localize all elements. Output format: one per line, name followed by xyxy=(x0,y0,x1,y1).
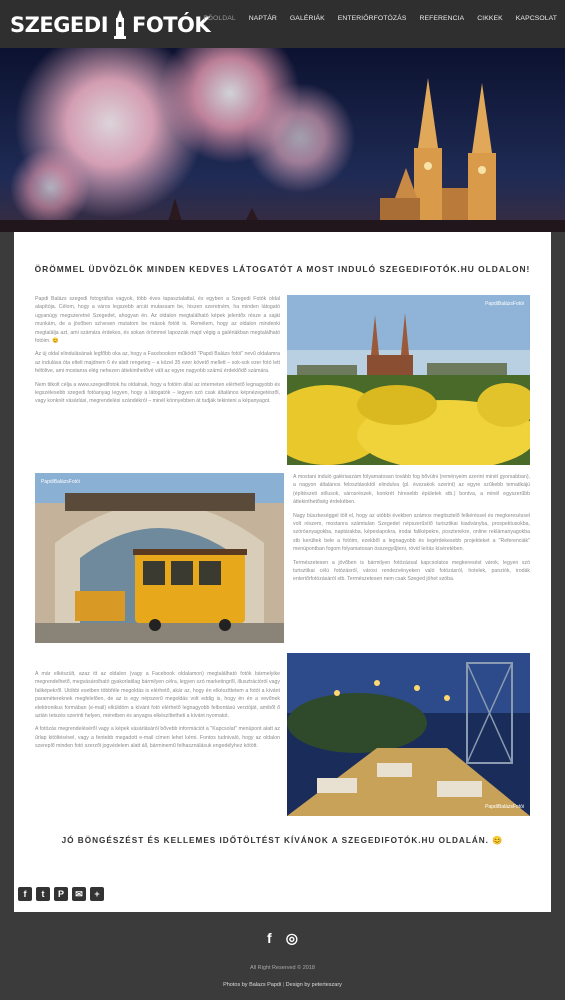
nav-item-interior[interactable]: ENTERIŐRFOTÓZÁS xyxy=(337,14,407,22)
share-more-icon[interactable] xyxy=(90,887,104,901)
nav-item-calendar[interactable]: NAPTÁR xyxy=(248,14,277,22)
paragraph: Nem titkolt célja a www.szegedifotok.hu oldalnak, hogy a fotóim által az interneten elérhető legnagyobb és legszélesebb szegedi fotóanyag legyen, hogy a látogatók – legyen szó csak általános képnézegetésről, vagy konkrét vásárlási, megrendelési szándékról – minél könnyebben át tudják tekinteni a képanyagot. xyxy=(35,381,280,405)
logo-text-part2: FOTÓK xyxy=(132,13,211,37)
main-nav xyxy=(190,0,557,36)
paragraph: Az új oldal elindulásának legfőbb oka az, hogy a Facebookon működő "Papdi Balázs fotói" nevű oldalamra az indulása óta eltelt majdnem 6 év alatt rengeteg – a közel 35 ezer követő mellett – sok-sok ezer fotó lett feltöltve, ami mostanra elég nehezen áttekinthetővé vált az egyre nagyobb számú érdeklődő számára. xyxy=(35,351,280,375)
share-email-icon[interactable] xyxy=(72,887,86,901)
nav-item-galleries[interactable]: GALÉRIÁK xyxy=(289,14,325,22)
nav-item-references[interactable]: REFERENCIA xyxy=(419,14,465,22)
paragraph: A fotózás megrendeléséről vagy a képek vásárlásáról bővebb információt a "Kapcsolat" menüpont alatt az űrlap kitöltésével, vagy a fentebb megadott e-mail címen lehet kérni. Fontos tudnivaló, hogy az oldalon szereplő minden fotó szerzői jogvédelem alatt áll, bárminemű felhasználásuk engedélyhez kötött. xyxy=(35,726,280,750)
content-card xyxy=(14,232,551,912)
facebook-glyph: f xyxy=(23,889,27,899)
tower-icon xyxy=(111,10,129,40)
site-header xyxy=(0,0,565,48)
copyright: All Right Reserved © 2018 xyxy=(250,965,315,971)
more-glyph: + xyxy=(94,889,100,899)
site-logo[interactable] xyxy=(10,9,210,41)
galleries-text xyxy=(293,473,530,589)
watermark: PapdiBalázsFotói xyxy=(485,804,524,810)
site-footer xyxy=(0,912,565,1000)
credits xyxy=(0,982,565,988)
photo-credit: Photos by Balazs Papdi xyxy=(223,982,282,988)
share-facebook-icon[interactable] xyxy=(18,887,32,901)
closing-headline: JÓ BÖNGÉSZÉST ÉS KELLEMES IDŐTÖLTÉST KÍVÁNOK A SZEGEDIFOTÓK.HU OLDALÁN. 😊 xyxy=(61,836,504,845)
instagram-icon[interactable]: ◎ xyxy=(285,930,298,946)
paragraph: Nagy büszkeséggel tölt el, hogy az utóbbi években számos megtisztelő felkéréssel és megkereséssel volt részem, mostanra számtalan Szegedet népszerűsítő turisztikai kiadványba, prospektusokba, szóróanyagokba, naptárakba, képeslapokra, irodai faliképekre, poszterekre, online reklámanyagokba stb kerültek bele a fotóim, ezekből a legnagyobb és legérdekesebb projekteket a "Referenciák" menüpontban fogom folyamatosan összegyűjteni, rövid leírás kíséretében. xyxy=(293,512,530,553)
nav-item-articles[interactable]: CIKKEK xyxy=(477,14,503,22)
szeged-tram-photo[interactable] xyxy=(35,473,284,643)
szeged-cathedral-rapeseed-photo[interactable] xyxy=(287,295,530,465)
hero-fireworks-image xyxy=(0,48,565,232)
footer-social xyxy=(0,930,565,947)
twitter-glyph: t xyxy=(41,889,45,899)
facebook-icon[interactable]: f xyxy=(267,930,272,946)
paragraph: Papdi Balázs szegedi fotográfus vagyok, több éves tapasztalattal, és egyben a Szegedi Fotók oldal alapítója. Célom, hogy a város legszebb arcát mutassam be, hiszen szeretném, ha minden látogató ugyanúgy megszeretné Szegedet, ahogyan én. Az oldalon megtalálható képek jelentős része a saját munkám, de a jövőben szívesen mutatom be mások fotóit is. Remélem, hogy az oldalon mindenki megtalálja azt, ami számára érdekes, és sokan örömmel lapozzák majd végig a galériákban megtalálható fotóim. 😊 xyxy=(35,296,280,345)
watermark: PapdiBalázsFotói xyxy=(41,479,80,485)
szeged-night-market-photo[interactable] xyxy=(287,653,530,816)
intro-text xyxy=(35,295,280,411)
paragraph: Természetesen a jövőben is bármilyen fotózással kapcsolatos megkeresést várok, legyen szó turisztikai célú fotózásról, városi rendezvényeken való fotózásról, hotelek, panziók, irodák enteriőrfotózásáról stb. Természetesen nem csak Szeged jöhet szóba. xyxy=(293,559,530,583)
nav-item-home[interactable]: FŐOLDAL xyxy=(203,14,236,22)
logo-text-part1: SZEGEDI xyxy=(10,13,109,37)
email-glyph: ✉ xyxy=(75,888,83,899)
credit-separator: | xyxy=(282,982,285,988)
watermark: PapdiBalázsFotói xyxy=(485,301,524,307)
share-pinterest-icon[interactable] xyxy=(54,887,68,901)
share-twitter-icon[interactable] xyxy=(36,887,50,901)
paragraph: A már elkészült, azaz itt az oldalon (vagy a Facebook oldalamon) megtalálható fotók bármelyike megrendelhető, megvásárolható gyakorlatilag bármilyen célra, legyen szó marketingről, illusztrációról vagy faliképekről. Utóbbi esetben többféle megoldás is elérhető, akár az, hogy én elkészíttetem a fotót a kívánt paramétereknek megfelelően, de az is egy népszerű megoldás volt eddig is, hogy én én a vevőnek elektronikus formában (e-mail) elküldöm a kívánt fotó elérhető legnagyobb felbontású verzióját, amiből ő aztán tetszés szerinti helyen, méretben és anyagra elkészíttetheti a kívánt nyomatot. xyxy=(35,671,280,720)
welcome-headline: ÖRÖMMEL ÜDVÖZLÖK MINDEN KEDVES LÁTOGATÓT A MOST INDULÓ SZEGEDIFOTÓK.HU OLDALON! xyxy=(34,264,531,274)
purchase-text xyxy=(35,670,280,756)
design-credit[interactable]: Design by peterteszary xyxy=(285,982,342,988)
nav-item-contact[interactable]: KAPCSOLAT xyxy=(515,14,557,22)
share-buttons xyxy=(18,887,104,901)
paragraph: A mostani induló galériaszám folyamatosan tovább fog bővülni (reményeim szerint minél gyorsabban), a nagyon általános felosztásoktól elindulva (pl. évszakok szerint) az egyre szűkebb tematikájú (építészeti stílusok, városrészek, konkrét híresebb épületek stb.) bontva, a minél egyszerűbb áttekinthetőség érdekében. xyxy=(293,474,530,506)
pinterest-glyph: P xyxy=(57,889,64,899)
